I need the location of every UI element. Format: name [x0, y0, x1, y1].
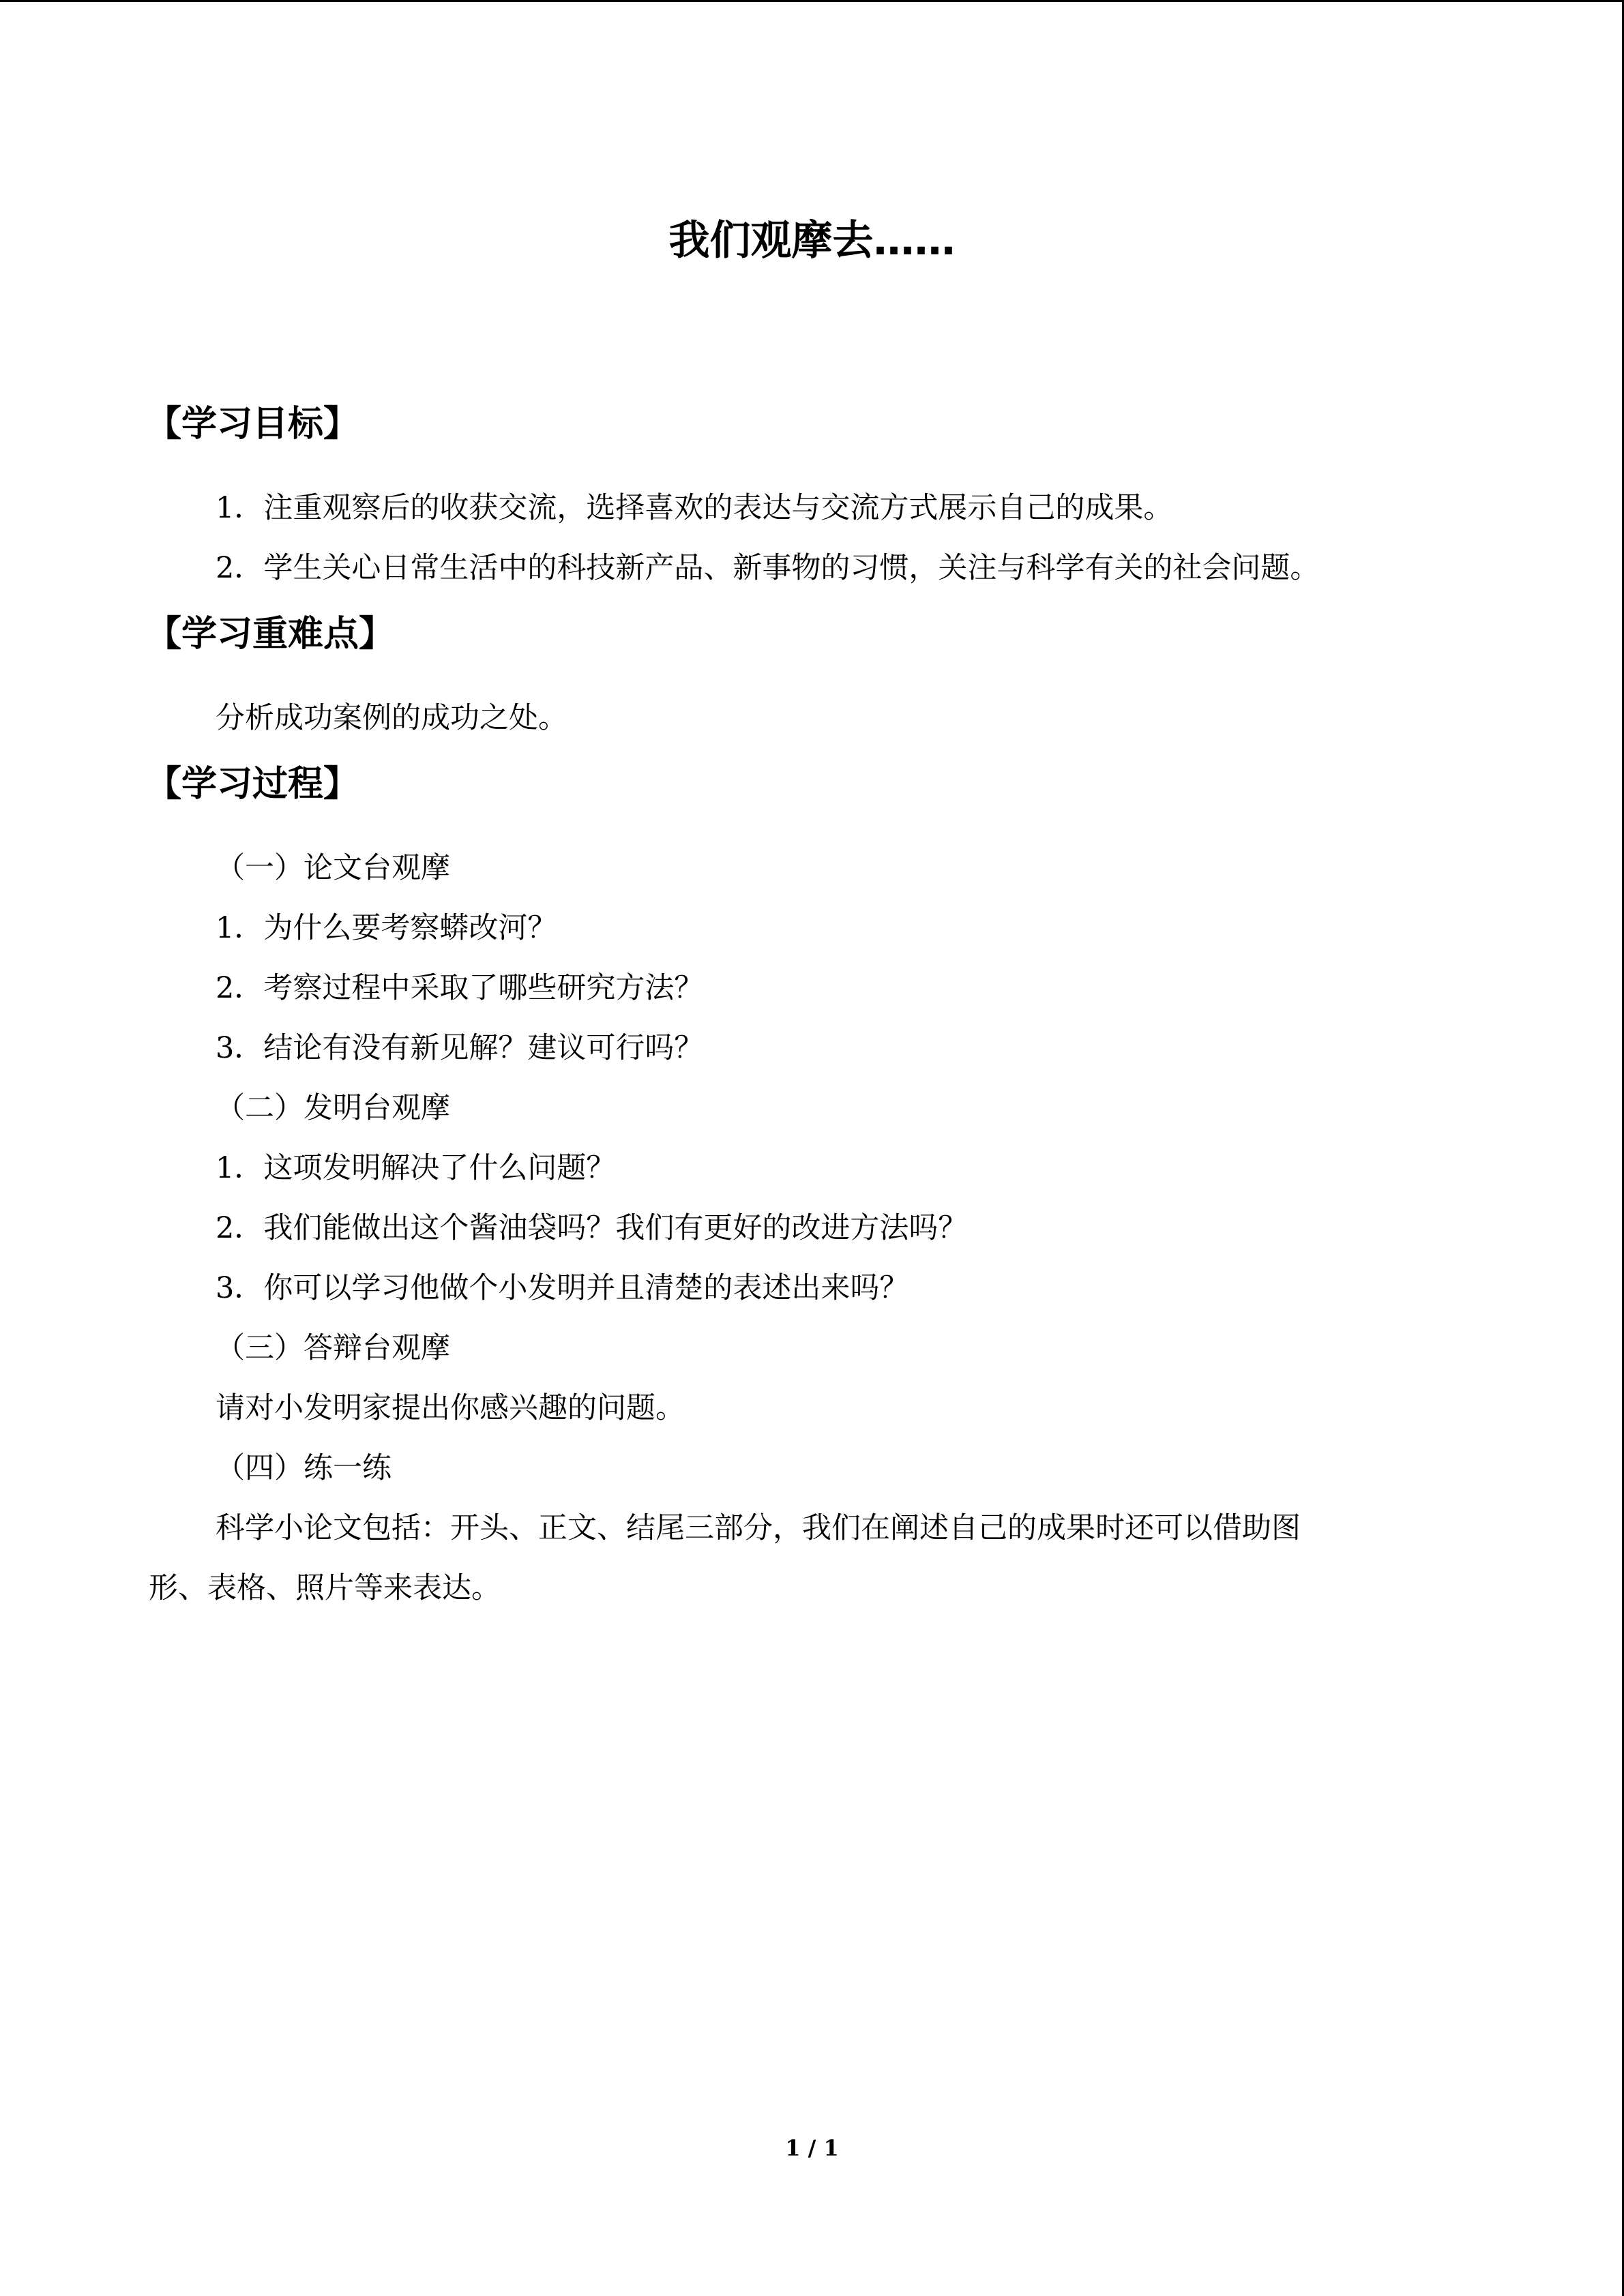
process-line-8: 3．你可以学习他做个小发明并且清楚的表述出来吗？ [216, 1271, 909, 1305]
process-line-1: （一）论文台观摩 [216, 851, 450, 885]
section-heading-process: 【学习过程】 [146, 764, 359, 805]
process-line-3: 2．考察过程中采取了哪些研究方法？ [216, 971, 704, 1005]
process-line-11: （四）练一练 [216, 1451, 392, 1485]
page-title: 我们观摩去…… [668, 217, 956, 265]
process-line-13: 形、表格、照片等来表达。 [149, 1571, 501, 1605]
page-number: 1 / 1 [785, 2135, 839, 2161]
objective-line-2: 2．学生关心日常生活中的科技新产品、新事物的习惯，关注与科学有关的社会问题。 [216, 551, 1320, 585]
objective-line-1: 1．注重观察后的收获交流，选择喜欢的表达与交流方式展示自己的成果。 [216, 491, 1173, 525]
key-points-line-1: 分析成功案例的成功之处。 [216, 701, 567, 735]
process-line-7: 2．我们能做出这个酱油袋吗？我们有更好的改进方法吗？ [216, 1211, 968, 1245]
process-line-10: 请对小发明家提出你感兴趣的问题。 [216, 1391, 685, 1425]
process-line-6: 1．这项发明解决了什么问题？ [216, 1151, 616, 1185]
process-line-5: （二）发明台观摩 [216, 1091, 450, 1125]
process-line-2: 1．为什么要考察蟒改河？ [216, 911, 557, 945]
process-line-4: 3．结论有没有新见解？建议可行吗？ [216, 1031, 704, 1065]
section-heading-objectives: 【学习目标】 [146, 404, 359, 445]
process-line-9: （三）答辩台观摩 [216, 1331, 450, 1365]
process-line-12: 科学小论文包括：开头、正文、结尾三部分，我们在阐述自己的成果时还可以借助图 [216, 1511, 1301, 1545]
section-heading-key-points: 【学习重难点】 [146, 614, 395, 655]
